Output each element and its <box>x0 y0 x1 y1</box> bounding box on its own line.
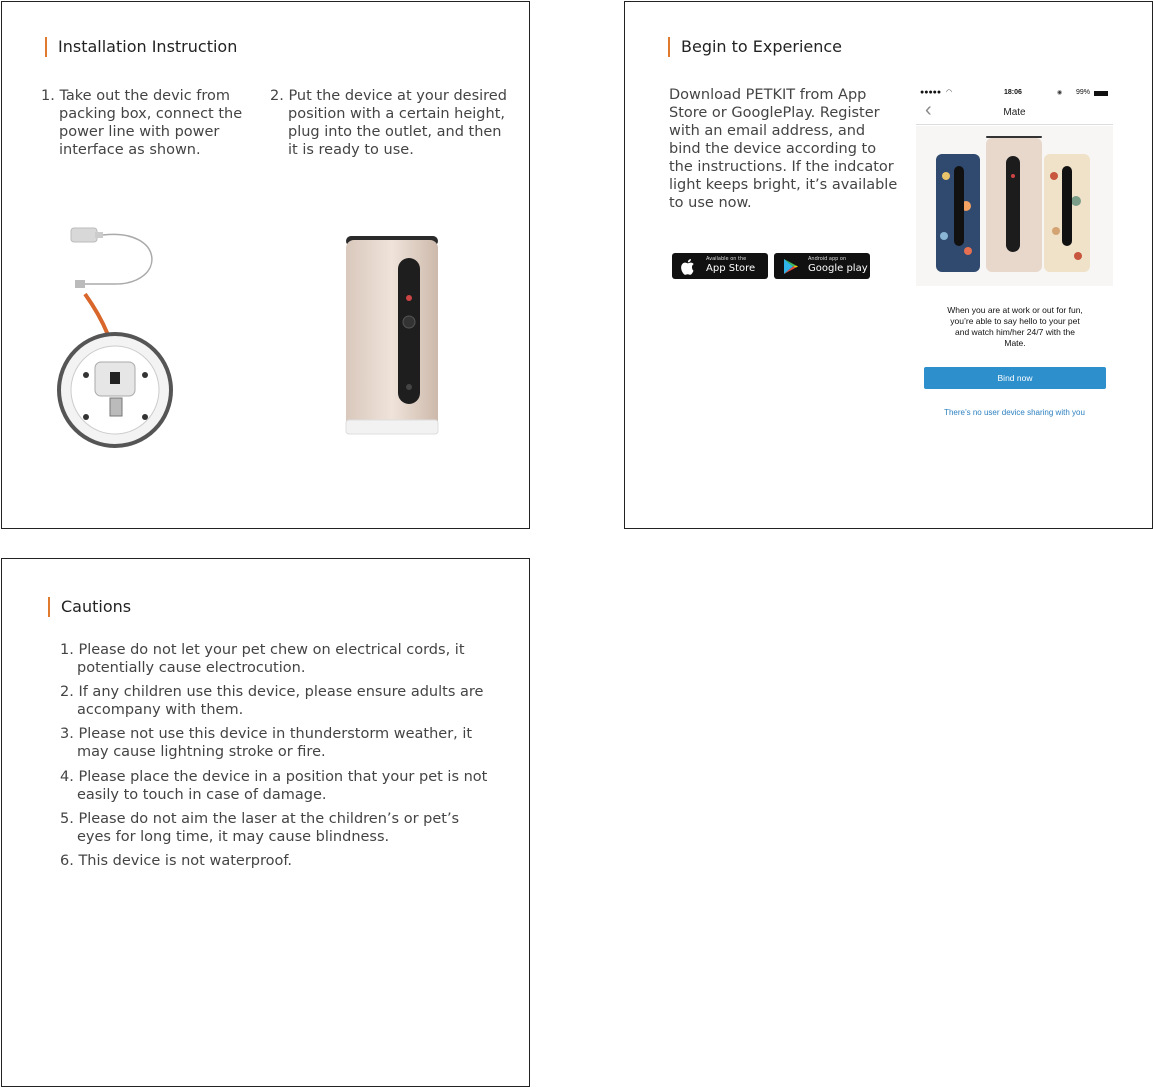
experience-title: Begin to Experience <box>668 37 842 57</box>
caution-item: 4. Please place the device in a position that your pet is not easily to touch in case of damage. <box>60 769 488 803</box>
bind-now-button[interactable]: Bind now <box>924 367 1106 389</box>
caution-item: 5. Please do not aim the laser at the children’s or pet’s eyes for long time, it may cause blindness. <box>60 811 460 845</box>
back-button[interactable]: ‹ <box>925 99 932 121</box>
app-store-button[interactable] <box>672 253 768 279</box>
apple-icon <box>681 258 697 275</box>
wifi-icon: ◠ <box>946 89 953 96</box>
cautions-title: Cautions <box>48 597 131 617</box>
google-play-button[interactable] <box>774 253 870 279</box>
status-time: 18:06 <box>1004 89 1022 96</box>
nav-title: Mate <box>1003 107 1026 118</box>
google-play-icon <box>783 258 799 275</box>
product-image <box>916 126 1113 286</box>
status-battery: 99% <box>1076 89 1091 96</box>
battery-icon <box>1094 91 1108 96</box>
device-illustration <box>340 232 444 440</box>
app-store-label: App Store <box>706 263 756 274</box>
google-play-small-label: Android app on <box>808 256 847 262</box>
phone-screen <box>916 86 1113 436</box>
caution-item: 1. Please do not let your pet chew on electrical cords, it potentially cause electrocution. <box>60 642 465 676</box>
caution-item: 3. Please not use this device in thunderstorm weather, it may cause lightning stroke or fire. <box>60 726 473 760</box>
device-sharing-link[interactable]: There’s no user device sharing with you <box>944 408 1085 417</box>
alarm-icon: ◉ <box>1057 90 1063 96</box>
install-step-1: 1. Take out the devic from packing box, connect the power line with power interface as shown. <box>41 88 243 158</box>
app-store-small-label: Available on the <box>706 256 747 262</box>
nav-divider <box>916 124 1113 125</box>
caution-item: 2. If any children use this device, please ensure adults are accompany with them. <box>60 684 484 718</box>
install-step-2: 2. Put the device at your desired position with a certain height, plug into the outlet, and then it is ready to use. <box>270 88 507 158</box>
experience-description: Download PETKIT from App Store or GooglePlay. Register with an email address, and bind the device according to the instructions. If the indcator light keeps bright, it’s available to use now. <box>669 87 898 211</box>
caution-item: 6. This device is not waterproof. <box>60 853 293 869</box>
phone-message: When you are at work or out for fun, you’re able to say hello to your pet and watch him/her 24/7 with the Mate. <box>947 305 1083 348</box>
status-carrier: ●●●●● <box>920 89 942 96</box>
google-play-label: Google play <box>808 263 868 274</box>
power-connection-illustration <box>55 222 185 454</box>
installation-title: Installation Instruction <box>45 37 237 57</box>
